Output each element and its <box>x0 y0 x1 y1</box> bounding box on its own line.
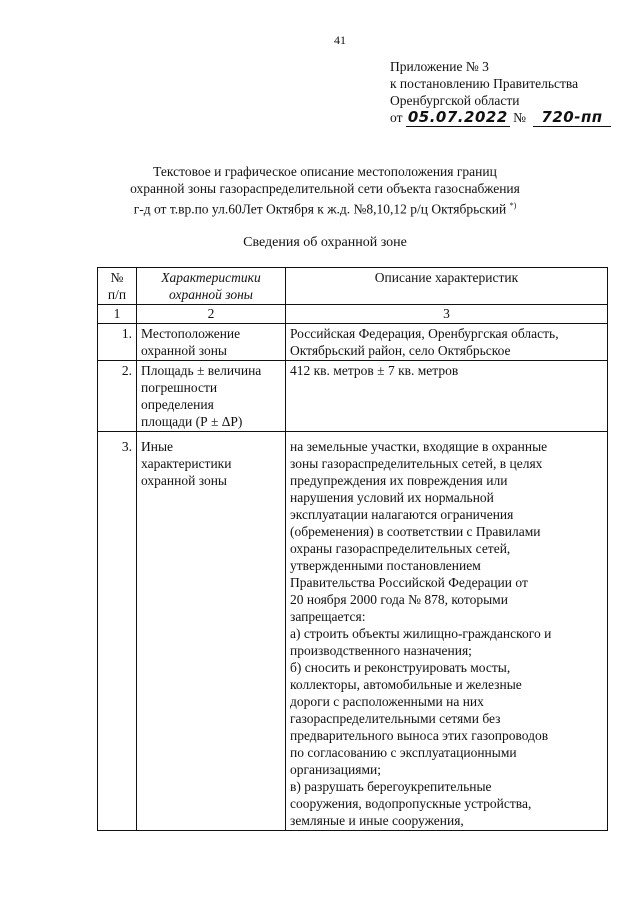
appendix-header <box>390 58 611 126</box>
row-description: 412 кв. метров ± 7 кв. метров <box>286 361 608 432</box>
row-label: Местоположение охранной зоны <box>137 324 286 361</box>
row-label: Иные характеристики охранной зоны <box>137 432 286 831</box>
table-row <box>98 432 608 831</box>
appendix-line-2: к постановлению Правительства <box>390 76 579 91</box>
protection-zone-table <box>97 267 608 831</box>
column-index-3: 3 <box>286 305 608 324</box>
row-label: Площадь ± величина погрешности определения площади (Р ± ΔР) <box>137 361 286 432</box>
row-number: 1. <box>98 324 137 361</box>
header-number: № п/п <box>98 268 137 305</box>
title-line-3 <box>90 197 560 218</box>
appendix-line-4 <box>390 109 611 126</box>
row-description: на земельные участки, входящие в охранные зоны газораспределительных сетей, в целях предупреждения их повреждения или нарушения условий их нормальной эксплуатации налагаются ограничения (обременения) в соответствии с Правилами охраны газораспределительных сетей, утвержденными постановлением Правительства Российской Федерации от 20 ноября 2000 года № 878, которыми запрещается: а) строить объекты жилищно-гражданского и производственного назначения; б) сносить и реконструировать мосты, коллекторы, автомобильные и железные дороги с расположенными на них газораспределительными сетями без предварительного выноса этих газопроводов по согласованию с эксплуатационными организациями; в) разрушать берегоукрепительные сооружения, водопропускные устройства, земляные и иные сооружения, <box>286 432 608 831</box>
column-index-2: 2 <box>137 305 286 324</box>
title-line-1: Текстовое и графическое описание местоположения границ <box>153 164 497 179</box>
appendix-line-1: Приложение № 3 <box>390 59 489 74</box>
resolution-date: 05.07.2022 <box>407 108 508 126</box>
resolution-number: 720-пп <box>533 108 610 127</box>
section-subtitle: Сведения об охранной зоне <box>243 235 407 250</box>
table-row <box>98 324 608 361</box>
row-number: 2. <box>98 361 137 432</box>
header-description: Описание характеристик <box>286 268 608 305</box>
row-description: Российская Федерация, Оренбургская область, Октябрьский район, село Октябрьское <box>286 324 608 361</box>
from-label: от <box>390 110 403 125</box>
column-index-1: 1 <box>98 305 137 324</box>
appendix-line-3: Оренбургской области <box>390 93 520 108</box>
column-index-row <box>98 305 608 324</box>
title-line-2: охранной зоны газораспределительной сети объекта газоснабжения <box>130 181 520 196</box>
page-number: 41 <box>334 33 346 47</box>
row-number: 3. <box>98 432 137 831</box>
title-line-3-text: г-д от т.вр.по ул.60Лет Октября к ж.д. №8,10,12 р/ц Октябрьский <box>133 201 507 217</box>
number-label: № <box>513 110 527 125</box>
footnote-mark: *) <box>509 201 517 210</box>
document-title <box>90 163 560 218</box>
table-row <box>98 361 608 432</box>
table-header-row <box>98 268 608 305</box>
header-characteristics: Характеристики охранной зоны <box>137 268 286 305</box>
